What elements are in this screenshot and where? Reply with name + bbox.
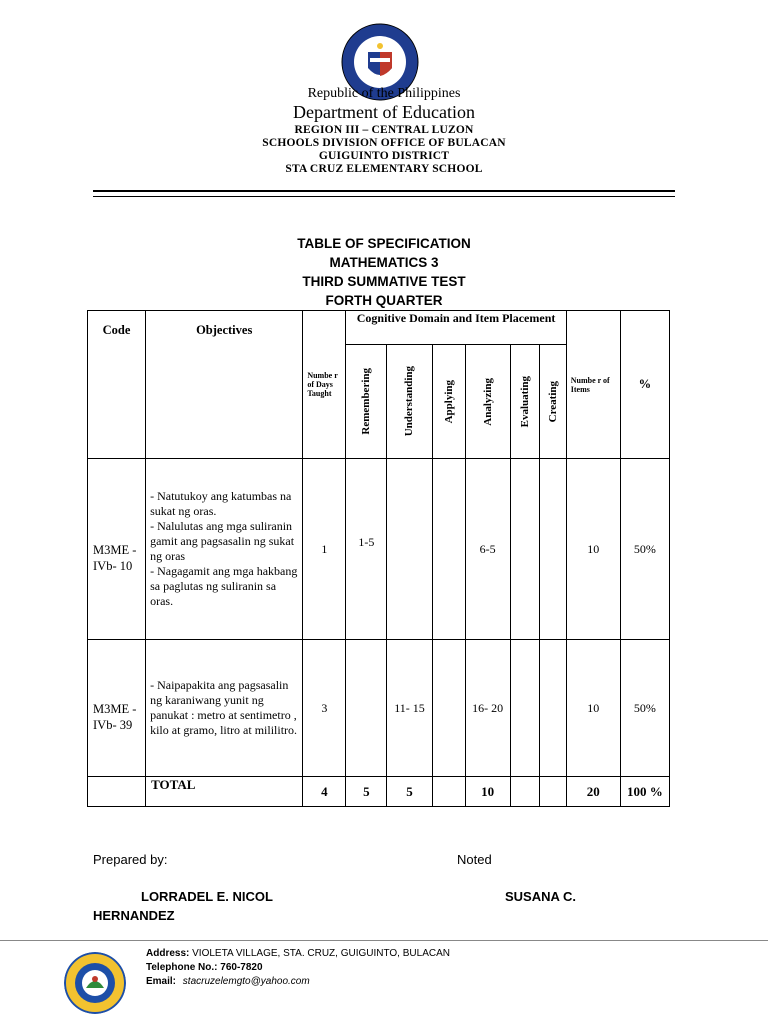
department-name: Department of Education [293, 102, 475, 122]
row-analyzing: 6-5 [465, 459, 510, 640]
region-line: REGION III – CENTRAL LUZON [294, 124, 474, 136]
row-applying [432, 459, 465, 640]
table-row [88, 459, 670, 640]
total-creating [539, 777, 566, 807]
row-remembering [346, 640, 387, 777]
phone-label: Telephone No.: [146, 962, 218, 973]
total-code-empty [88, 777, 146, 807]
division-line: SCHOOLS DIVISION OFFICE OF BULACAN [262, 137, 506, 149]
header-code: Code [88, 311, 146, 459]
row-evaluating [510, 459, 539, 640]
preparer-name: LORRADEL E. NICOL [141, 889, 273, 904]
header-creating: Creating [546, 380, 559, 423]
total-remembering: 5 [346, 777, 387, 807]
row-analyzing: 16- 20 [465, 640, 510, 777]
row-percent: 50% [620, 459, 669, 640]
footer-phone [146, 962, 263, 973]
doc-title: TABLE OF SPECIFICATION [297, 236, 471, 251]
school-line: STA CRUZ ELEMENTARY SCHOOL [285, 163, 483, 175]
row-understanding: 11- 15 [387, 640, 432, 777]
header-divider [93, 190, 675, 192]
school-logo [64, 952, 126, 1014]
objective-item: - Natutukoy ang katumbas na sukat ng oras. [150, 489, 292, 518]
republic-line: Republic of the Philippines [307, 86, 461, 101]
total-row [88, 777, 670, 807]
objective-item: - Naipapakita ang pagsasalin ng karaniwang yunit ng panukat : metro at sentimetro , kilo at gramo, litro at mililitro. [150, 678, 298, 737]
header-objectives: Objectives [146, 311, 303, 459]
row-percent: 50% [620, 640, 669, 777]
header-days: Numbe r of Days Taught [303, 311, 346, 459]
total-label: TOTAL [146, 777, 303, 807]
header-percent: % [620, 311, 669, 459]
district-line: GUIGUINTO DISTRICT [318, 150, 450, 162]
table-row [88, 640, 670, 777]
row-objectives [146, 459, 303, 640]
row-code: M3ME -IVb- 10 [88, 459, 146, 640]
row-creating [539, 640, 566, 777]
prepared-by-label: Prepared by: [93, 852, 168, 867]
email-label: Email: [146, 976, 177, 987]
header-divider-thin [93, 196, 675, 197]
address-value: VIOLETA VILLAGE, STA. CRUZ, GUIGUINTO, BULACAN [192, 948, 450, 959]
name-wrap-line: HERNANDEZ [93, 908, 175, 923]
row-objectives [146, 640, 303, 777]
header-cognitive-domain: Cognitive Domain and Item Placement [346, 311, 566, 345]
footer-address [146, 948, 450, 959]
row-remembering: 1-5 [346, 459, 387, 640]
objective-item: - Nalulutas ang mga suliranin gamit ang pagsasalin ng sukat ng oras [150, 519, 295, 563]
footer-divider [0, 940, 768, 941]
header-applying: Applying [442, 379, 455, 424]
specification-table [87, 310, 670, 807]
total-days: 4 [303, 777, 346, 807]
row-items: 10 [566, 640, 620, 777]
total-percent: 100 % [620, 777, 669, 807]
total-analyzing: 10 [465, 777, 510, 807]
header-remembering: Remembering [360, 368, 373, 435]
row-evaluating [510, 640, 539, 777]
row-code: M3ME -IVb- 39 [88, 640, 146, 777]
row-applying [432, 640, 465, 777]
total-understanding: 5 [387, 777, 432, 807]
doc-subject: MATHEMATICS 3 [329, 255, 439, 270]
noted-label: Noted [457, 852, 492, 867]
objective-item: - Nagagamit ang mga hakbang sa paglutas ng suliranin sa oras. [150, 564, 298, 608]
footer-email [146, 976, 310, 987]
doc-quarter: FORTH QUARTER [325, 293, 443, 308]
header-analyzing: Analyzing [481, 377, 494, 426]
header-evaluating: Evaluating [518, 375, 531, 428]
header-items: Numbe r of Items [566, 311, 620, 459]
row-understanding [387, 459, 432, 640]
total-applying [432, 777, 465, 807]
phone-value: 760-7820 [220, 962, 263, 973]
noter-name: SUSANA C. [505, 889, 577, 904]
row-days: 3 [303, 640, 346, 777]
total-items: 20 [566, 777, 620, 807]
total-evaluating [510, 777, 539, 807]
doc-test: THIRD SUMMATIVE TEST [302, 274, 466, 289]
row-days: 1 [303, 459, 346, 640]
email-link[interactable]: stacruzelemgto@yahoo.com [182, 976, 310, 987]
row-creating [539, 459, 566, 640]
header-understanding: Understanding [403, 366, 416, 437]
row-items: 10 [566, 459, 620, 640]
address-label: Address: [146, 948, 190, 959]
